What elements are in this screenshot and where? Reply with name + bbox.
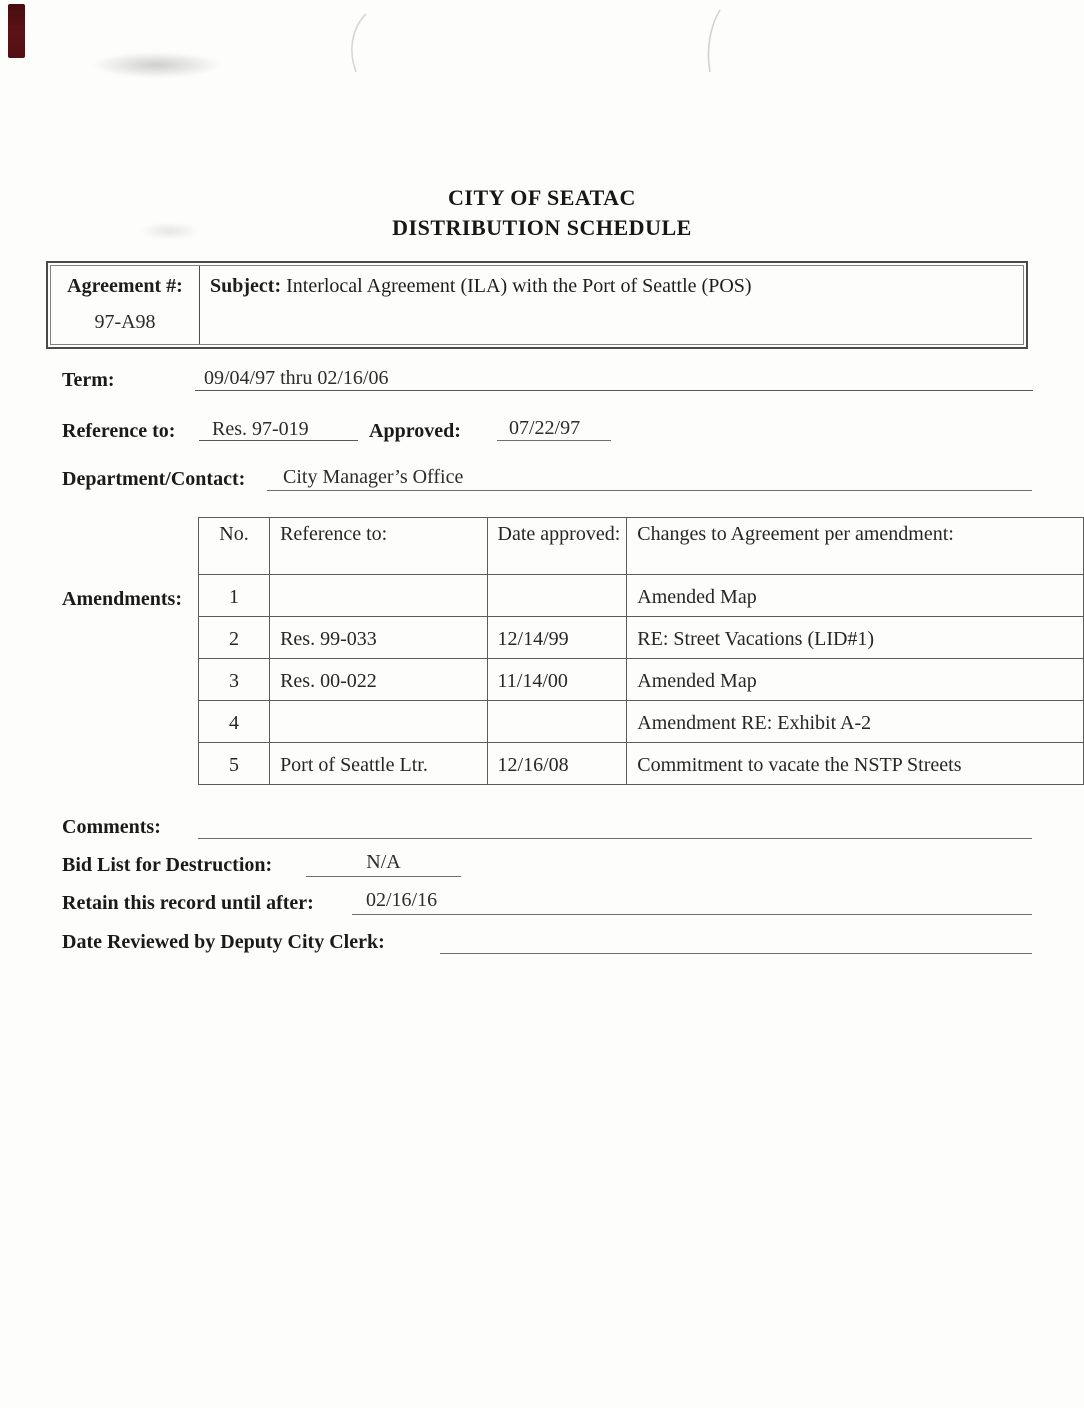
retain-label: Retain this record until after: bbox=[62, 892, 314, 914]
comments-line bbox=[198, 824, 1032, 839]
amendments-label: Amendments: bbox=[62, 588, 182, 610]
title-line-2: DISTRIBUTION SCHEDULE bbox=[392, 215, 692, 240]
department-label: Department/Contact: bbox=[62, 468, 246, 490]
cell-reference: Res. 00-022 bbox=[270, 659, 487, 701]
cell-changes: Amendment RE: Exhibit A-2 bbox=[627, 701, 1084, 743]
approved-line bbox=[497, 426, 611, 441]
department-line bbox=[267, 476, 1032, 491]
approved-label: Approved: bbox=[369, 420, 461, 442]
cell-changes: Amended Map bbox=[627, 659, 1084, 701]
reference-value: Res. 97-019 bbox=[212, 418, 309, 440]
reference-label: Reference to: bbox=[62, 420, 176, 442]
scan-artifact-smudge bbox=[92, 52, 222, 78]
agreement-number-value: 97-A98 bbox=[94, 311, 156, 333]
agreement-header-inner bbox=[50, 265, 1024, 345]
title-line-1: CITY OF SEATAC bbox=[448, 185, 636, 210]
agreement-number-cell bbox=[51, 266, 200, 344]
cell-no: 5 bbox=[199, 743, 270, 785]
table-row bbox=[199, 575, 1084, 617]
approved-value: 07/22/97 bbox=[509, 417, 581, 439]
cell-date: 11/14/00 bbox=[487, 659, 627, 701]
table-row bbox=[199, 617, 1084, 659]
reference-line bbox=[199, 426, 358, 441]
amendments-table-body bbox=[199, 575, 1084, 785]
cell-reference bbox=[270, 701, 487, 743]
cell-changes: RE: Street Vacations (LID#1) bbox=[627, 617, 1084, 659]
retain-line bbox=[352, 900, 1032, 915]
subject-label: Subject: bbox=[210, 275, 282, 297]
term-line bbox=[195, 376, 1033, 391]
table-row bbox=[199, 743, 1084, 785]
cell-reference: Res. 99-033 bbox=[270, 617, 487, 659]
cell-no: 2 bbox=[199, 617, 270, 659]
cell-date: 12/14/99 bbox=[487, 617, 627, 659]
table-header-row bbox=[199, 518, 1084, 575]
cell-date bbox=[487, 701, 627, 743]
header-changes: Changes to Agreement per amendment: bbox=[627, 518, 1084, 575]
term-label: Term: bbox=[62, 369, 115, 391]
agreement-header-box bbox=[46, 261, 1028, 349]
department-value: City Manager’s Office bbox=[283, 466, 464, 488]
agreement-subject-cell bbox=[200, 266, 1023, 344]
date-reviewed-label: Date Reviewed by Deputy City Clerk: bbox=[62, 931, 385, 953]
cell-no: 4 bbox=[199, 701, 270, 743]
cell-reference: Port of Seattle Ltr. bbox=[270, 743, 487, 785]
bid-list-value: N/A bbox=[366, 851, 401, 873]
cell-date: 12/16/08 bbox=[487, 743, 627, 785]
bid-list-line bbox=[306, 862, 461, 877]
scan-artifact-red-bar bbox=[8, 4, 25, 58]
retain-value: 02/16/16 bbox=[366, 889, 438, 911]
cell-changes: Commitment to vacate the NSTP Streets bbox=[627, 743, 1084, 785]
cell-no: 3 bbox=[199, 659, 270, 701]
header-reference: Reference to: bbox=[270, 518, 487, 575]
cell-no: 1 bbox=[199, 575, 270, 617]
cell-changes: Amended Map bbox=[627, 575, 1084, 617]
cell-reference bbox=[270, 575, 487, 617]
header-date-approved: Date approved: bbox=[487, 518, 627, 575]
table-row bbox=[199, 659, 1084, 701]
date-reviewed-line bbox=[440, 939, 1032, 954]
scan-artifact-curve-left bbox=[340, 12, 374, 74]
header-no: No. bbox=[199, 518, 270, 575]
bid-list-label: Bid List for Destruction: bbox=[62, 854, 273, 876]
amendments-table bbox=[198, 517, 1084, 785]
comments-label: Comments: bbox=[62, 816, 161, 838]
term-value: 09/04/97 thru 02/16/06 bbox=[204, 367, 389, 389]
scan-artifact-curve-right bbox=[696, 8, 726, 74]
table-row bbox=[199, 701, 1084, 743]
document-title bbox=[0, 183, 1084, 243]
agreement-number-label: Agreement #: bbox=[67, 275, 183, 297]
cell-date bbox=[487, 575, 627, 617]
subject-value: Interlocal Agreement (ILA) with the Port of Seattle (POS) bbox=[286, 275, 752, 297]
